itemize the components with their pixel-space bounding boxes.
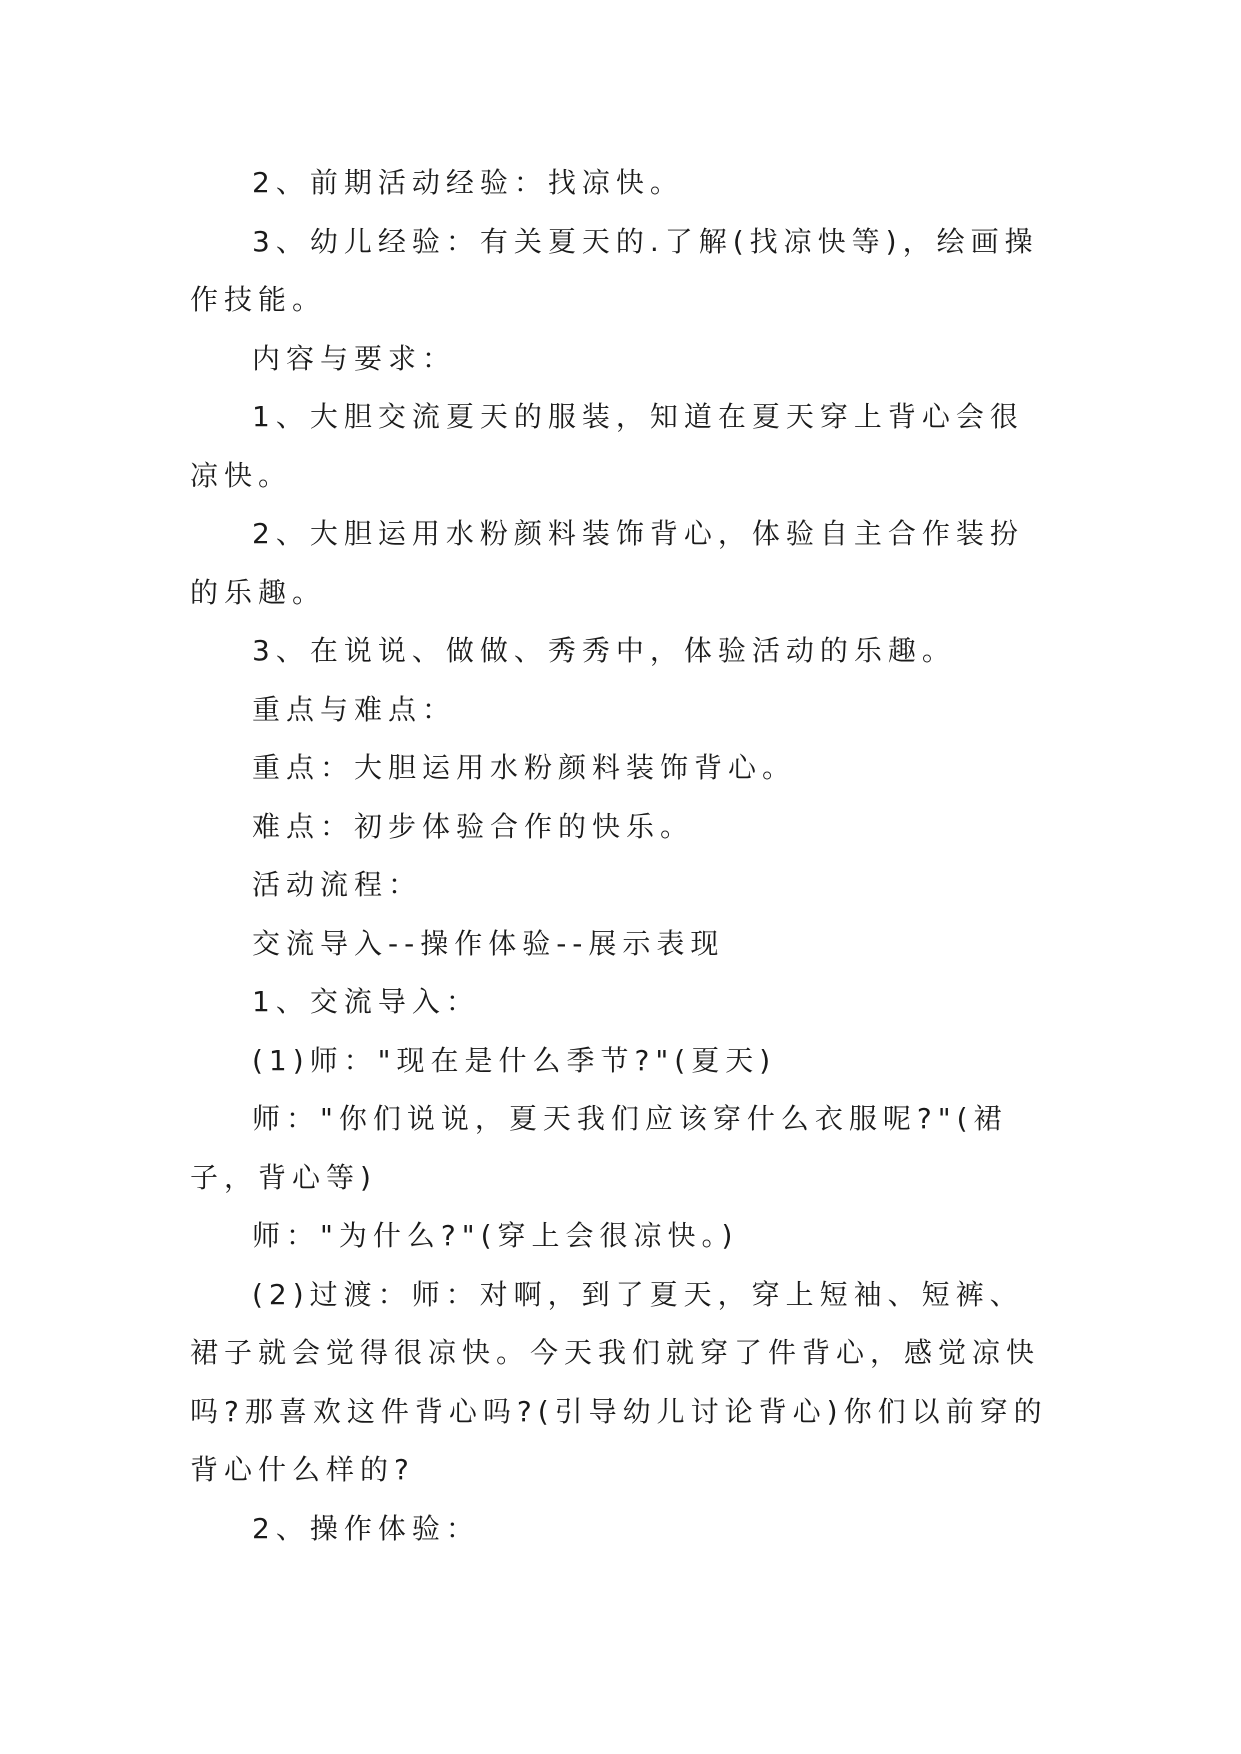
section-heading: 活动流程： [252,868,423,901]
paragraph: 2、大胆运用水粉颜料装饰背心，体验自主合作装扮的乐趣。 [190,517,1024,609]
paragraph: 2、前期活动经验：找凉快。 [252,166,684,199]
paragraph: 3、幼儿经验：有关夏天的.了解(找凉快等)，绘画操作技能。 [190,224,1039,316]
paragraph: 师："你们说说，夏天我们应该穿什么衣服呢?"(裙子，背心等) [190,1102,1008,1194]
section-heading: 1、交流导入： [252,985,480,1018]
section-heading: 内容与要求： [252,341,457,375]
paragraph: 重点：大胆运用水粉颜料装饰背心。 [252,751,797,784]
paragraph: (2)过渡：师：对啊，到了夏天，穿上短袖、短裤、裙子就会觉得很凉快。今天我们就穿了件背心，感觉凉快吗?那喜欢这件背心吗?(引导幼儿讨论背心)你们以前穿的背心什么样的? [190,1277,1048,1486]
section-heading: 2、操作体验： [252,1511,480,1545]
document-body [190,154,1052,1558]
paragraph: (1)师："现在是什么季节?"(夏天) [252,1043,777,1077]
paragraph: 交流导入--操作体验--展示表现 [252,926,725,960]
paragraph: 3、在说说、做做、秀秀中，体验活动的乐趣。 [252,634,956,667]
paragraph: 师："为什么?"(穿上会很凉快。) [252,1219,739,1252]
section-heading: 重点与难点： [252,692,457,726]
paragraph: 1、大胆交流夏天的服装，知道在夏天穿上背心会很凉快。 [190,400,1024,492]
paragraph: 难点：初步体验合作的快乐。 [252,809,695,843]
